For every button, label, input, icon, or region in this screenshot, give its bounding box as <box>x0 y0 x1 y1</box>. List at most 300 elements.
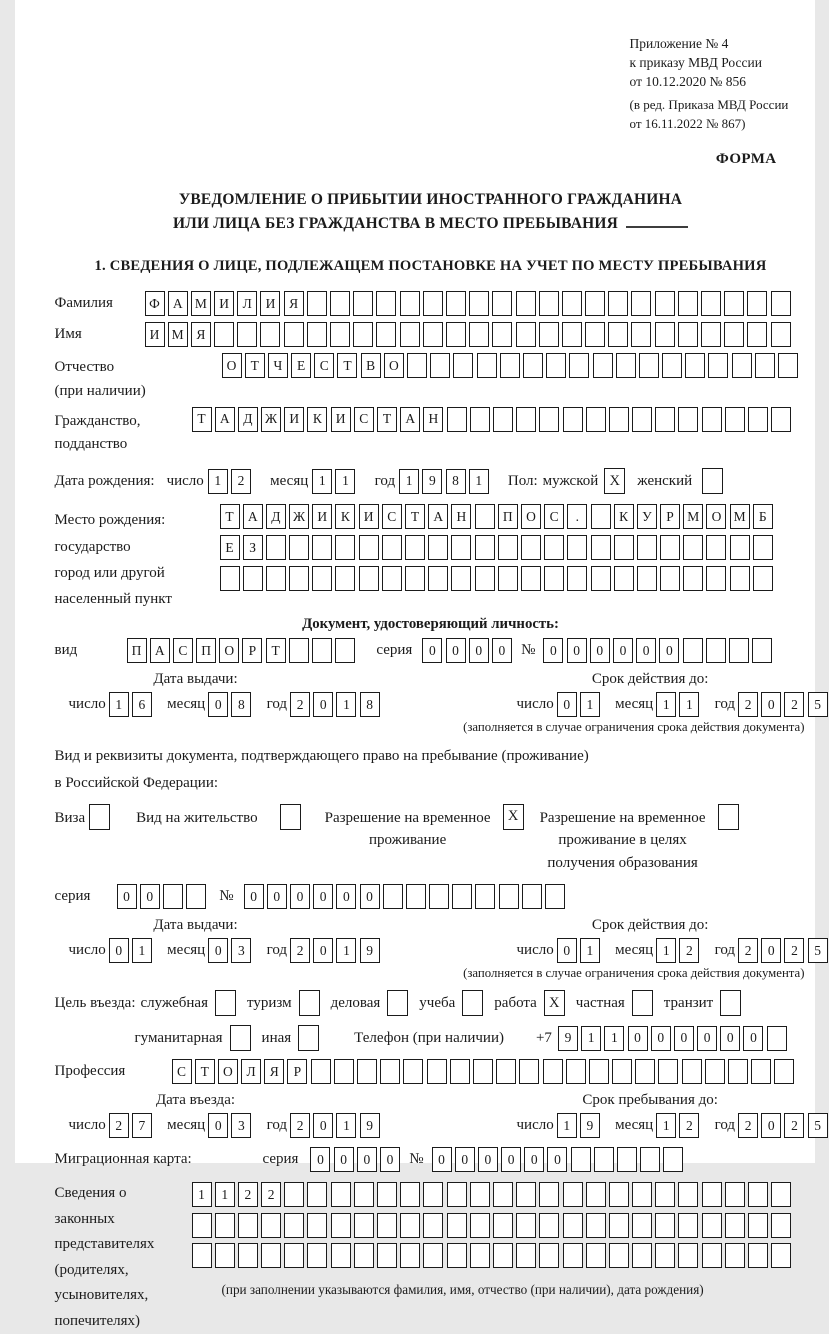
gender-male-checkbox[interactable]: X <box>604 468 625 494</box>
char-cell[interactable]: К <box>614 504 634 529</box>
char-cell[interactable] <box>637 566 657 591</box>
char-cell[interactable] <box>539 407 559 432</box>
char-cell[interactable] <box>729 638 749 663</box>
char-cell[interactable] <box>660 535 680 560</box>
char-cell[interactable] <box>539 1213 559 1238</box>
char-cell[interactable] <box>470 407 490 432</box>
char-cell[interactable] <box>261 1243 281 1268</box>
char-cell[interactable]: 2 <box>679 938 699 963</box>
char-cell[interactable] <box>516 407 536 432</box>
char-cell[interactable] <box>192 1243 212 1268</box>
char-cell[interactable] <box>771 291 791 316</box>
char-cell[interactable] <box>376 291 396 316</box>
char-cell[interactable]: Р <box>287 1059 307 1084</box>
char-cell[interactable] <box>380 1059 400 1084</box>
char-cell[interactable]: 1 <box>469 469 489 494</box>
char-cell[interactable]: С <box>314 353 334 378</box>
char-cell[interactable]: 3 <box>231 938 251 963</box>
char-cell[interactable]: 2 <box>784 938 804 963</box>
char-cell[interactable]: 2 <box>738 1113 758 1138</box>
char-cell[interactable] <box>594 1147 614 1172</box>
char-cell[interactable] <box>747 322 767 347</box>
char-cell[interactable] <box>609 407 629 432</box>
char-cell[interactable]: Е <box>220 535 240 560</box>
char-cell[interactable] <box>632 1213 652 1238</box>
char-cell[interactable]: 0 <box>636 638 656 663</box>
char-cell[interactable]: Ж <box>261 407 281 432</box>
char-cell[interactable]: 0 <box>422 638 442 663</box>
char-cell[interactable]: 0 <box>336 884 356 909</box>
char-cell[interactable] <box>706 638 726 663</box>
char-cell[interactable] <box>407 353 427 378</box>
char-cell[interactable]: 1 <box>336 1113 356 1138</box>
char-cell[interactable]: А <box>215 407 235 432</box>
char-cell[interactable] <box>473 1059 493 1084</box>
char-cell[interactable]: 2 <box>238 1182 258 1207</box>
char-cell[interactable] <box>631 291 651 316</box>
char-cell[interactable] <box>569 353 589 378</box>
char-cell[interactable] <box>289 566 309 591</box>
char-cell[interactable]: К <box>335 504 355 529</box>
char-cell[interactable]: Е <box>291 353 311 378</box>
char-cell[interactable] <box>446 291 466 316</box>
char-cell[interactable]: 0 <box>109 938 129 963</box>
char-cell[interactable]: 0 <box>557 692 577 717</box>
char-cell[interactable] <box>771 322 791 347</box>
purpose-business-checkbox[interactable] <box>387 990 408 1016</box>
char-cell[interactable] <box>307 1213 327 1238</box>
char-cell[interactable]: 1 <box>656 692 676 717</box>
char-cell[interactable] <box>728 1059 748 1084</box>
char-cell[interactable] <box>163 884 183 909</box>
char-cell[interactable]: У <box>637 504 657 529</box>
rvp-education-checkbox[interactable] <box>718 804 739 830</box>
char-cell[interactable] <box>289 535 309 560</box>
char-cell[interactable] <box>682 1059 702 1084</box>
char-cell[interactable]: 0 <box>547 1147 567 1172</box>
char-cell[interactable] <box>748 407 768 432</box>
char-cell[interactable] <box>771 1182 791 1207</box>
char-cell[interactable] <box>238 1243 258 1268</box>
char-cell[interactable]: М <box>730 504 750 529</box>
char-cell[interactable] <box>678 1182 698 1207</box>
char-cell[interactable] <box>382 535 402 560</box>
char-cell[interactable]: Ж <box>289 504 309 529</box>
char-cell[interactable]: 2 <box>784 1113 804 1138</box>
char-cell[interactable]: 0 <box>567 638 587 663</box>
char-cell[interactable] <box>475 535 495 560</box>
char-cell[interactable] <box>685 353 705 378</box>
char-cell[interactable] <box>614 535 634 560</box>
char-cell[interactable]: 9 <box>558 1026 578 1051</box>
char-cell[interactable] <box>446 322 466 347</box>
char-cell[interactable] <box>725 1182 745 1207</box>
char-cell[interactable]: И <box>359 504 379 529</box>
char-cell[interactable] <box>470 1213 490 1238</box>
char-cell[interactable] <box>523 353 543 378</box>
char-cell[interactable] <box>567 566 587 591</box>
char-cell[interactable]: С <box>172 1059 192 1084</box>
char-cell[interactable] <box>429 884 449 909</box>
char-cell[interactable] <box>354 1182 374 1207</box>
char-cell[interactable] <box>311 1059 331 1084</box>
char-cell[interactable]: О <box>384 353 404 378</box>
char-cell[interactable] <box>678 1243 698 1268</box>
char-cell[interactable] <box>475 504 495 529</box>
char-cell[interactable] <box>655 1182 675 1207</box>
char-cell[interactable]: 1 <box>656 1113 676 1138</box>
char-cell[interactable]: М <box>168 322 188 347</box>
char-cell[interactable] <box>586 1213 606 1238</box>
char-cell[interactable] <box>516 1182 536 1207</box>
purpose-other-checkbox[interactable] <box>298 1025 319 1051</box>
char-cell[interactable] <box>405 566 425 591</box>
char-cell[interactable] <box>751 1059 771 1084</box>
char-cell[interactable] <box>660 566 680 591</box>
char-cell[interactable] <box>614 566 634 591</box>
char-cell[interactable]: С <box>382 504 402 529</box>
char-cell[interactable] <box>725 407 745 432</box>
char-cell[interactable]: Ф <box>145 291 165 316</box>
char-cell[interactable] <box>428 566 448 591</box>
char-cell[interactable]: Р <box>242 638 262 663</box>
char-cell[interactable]: Ч <box>268 353 288 378</box>
char-cell[interactable]: 9 <box>360 1113 380 1138</box>
char-cell[interactable]: 2 <box>290 938 310 963</box>
char-cell[interactable]: 0 <box>432 1147 452 1172</box>
char-cell[interactable]: 1 <box>109 692 129 717</box>
char-cell[interactable]: 3 <box>231 1113 251 1138</box>
purpose-official-checkbox[interactable] <box>215 990 236 1016</box>
char-cell[interactable] <box>451 566 471 591</box>
char-cell[interactable]: Т <box>245 353 265 378</box>
char-cell[interactable]: С <box>173 638 193 663</box>
char-cell[interactable] <box>403 1059 423 1084</box>
char-cell[interactable]: 0 <box>313 1113 333 1138</box>
char-cell[interactable]: 1 <box>580 692 600 717</box>
char-cell[interactable]: Б <box>753 504 773 529</box>
char-cell[interactable] <box>608 322 628 347</box>
char-cell[interactable] <box>430 353 450 378</box>
char-cell[interactable] <box>609 1182 629 1207</box>
char-cell[interactable] <box>493 1213 513 1238</box>
char-cell[interactable] <box>539 322 559 347</box>
char-cell[interactable]: Д <box>238 407 258 432</box>
char-cell[interactable] <box>312 566 332 591</box>
char-cell[interactable]: Т <box>195 1059 215 1084</box>
char-cell[interactable]: 1 <box>192 1182 212 1207</box>
char-cell[interactable] <box>354 1243 374 1268</box>
char-cell[interactable]: 0 <box>761 1113 781 1138</box>
char-cell[interactable]: 0 <box>524 1147 544 1172</box>
char-cell[interactable]: Т <box>337 353 357 378</box>
char-cell[interactable] <box>516 1213 536 1238</box>
char-cell[interactable] <box>400 291 420 316</box>
char-cell[interactable] <box>748 1182 768 1207</box>
char-cell[interactable]: 0 <box>290 884 310 909</box>
char-cell[interactable] <box>353 291 373 316</box>
char-cell[interactable]: П <box>127 638 147 663</box>
char-cell[interactable] <box>662 353 682 378</box>
char-cell[interactable] <box>683 566 703 591</box>
char-cell[interactable] <box>706 566 726 591</box>
char-cell[interactable] <box>701 291 721 316</box>
char-cell[interactable] <box>331 1213 351 1238</box>
char-cell[interactable]: 1 <box>604 1026 624 1051</box>
char-cell[interactable]: О <box>222 353 242 378</box>
char-cell[interactable] <box>492 291 512 316</box>
char-cell[interactable]: . <box>567 504 587 529</box>
char-cell[interactable]: 8 <box>360 692 380 717</box>
char-cell[interactable] <box>753 535 773 560</box>
char-cell[interactable] <box>214 322 234 347</box>
char-cell[interactable]: А <box>243 504 263 529</box>
char-cell[interactable] <box>406 884 426 909</box>
char-cell[interactable] <box>609 1243 629 1268</box>
char-cell[interactable] <box>767 1026 787 1051</box>
char-cell[interactable] <box>400 1243 420 1268</box>
char-cell[interactable] <box>289 638 309 663</box>
char-cell[interactable]: 2 <box>261 1182 281 1207</box>
char-cell[interactable] <box>516 322 536 347</box>
char-cell[interactable] <box>405 535 425 560</box>
char-cell[interactable]: 0 <box>543 638 563 663</box>
char-cell[interactable] <box>748 1243 768 1268</box>
char-cell[interactable]: 0 <box>208 938 228 963</box>
char-cell[interactable]: Н <box>423 407 443 432</box>
char-cell[interactable] <box>586 1182 606 1207</box>
char-cell[interactable] <box>469 322 489 347</box>
char-cell[interactable] <box>493 1182 513 1207</box>
char-cell[interactable] <box>499 884 519 909</box>
char-cell[interactable]: 0 <box>267 884 287 909</box>
char-cell[interactable]: 2 <box>738 692 758 717</box>
char-cell[interactable] <box>702 407 722 432</box>
char-cell[interactable] <box>593 353 613 378</box>
char-cell[interactable] <box>307 1182 327 1207</box>
char-cell[interactable]: 2 <box>784 692 804 717</box>
char-cell[interactable] <box>451 535 471 560</box>
char-cell[interactable] <box>496 1059 516 1084</box>
char-cell[interactable] <box>586 1243 606 1268</box>
char-cell[interactable] <box>447 1182 467 1207</box>
char-cell[interactable]: 5 <box>808 692 828 717</box>
char-cell[interactable] <box>639 353 659 378</box>
char-cell[interactable]: 0 <box>469 638 489 663</box>
char-cell[interactable]: 0 <box>117 884 137 909</box>
char-cell[interactable] <box>516 291 536 316</box>
purpose-study-checkbox[interactable] <box>462 990 483 1016</box>
char-cell[interactable]: О <box>218 1059 238 1084</box>
char-cell[interactable] <box>563 1243 583 1268</box>
char-cell[interactable] <box>243 566 263 591</box>
char-cell[interactable] <box>215 1213 235 1238</box>
char-cell[interactable]: А <box>150 638 170 663</box>
char-cell[interactable] <box>475 566 495 591</box>
char-cell[interactable] <box>589 1059 609 1084</box>
char-cell[interactable]: 5 <box>808 938 828 963</box>
char-cell[interactable] <box>307 291 327 316</box>
char-cell[interactable]: Т <box>220 504 240 529</box>
char-cell[interactable]: Л <box>241 1059 261 1084</box>
char-cell[interactable]: 0 <box>761 692 781 717</box>
char-cell[interactable] <box>428 535 448 560</box>
char-cell[interactable] <box>492 322 512 347</box>
char-cell[interactable] <box>377 1213 397 1238</box>
char-cell[interactable] <box>330 291 350 316</box>
char-cell[interactable] <box>635 1059 655 1084</box>
char-cell[interactable] <box>678 291 698 316</box>
char-cell[interactable]: 0 <box>720 1026 740 1051</box>
char-cell[interactable] <box>376 322 396 347</box>
char-cell[interactable]: 9 <box>580 1113 600 1138</box>
char-cell[interactable]: 0 <box>360 884 380 909</box>
char-cell[interactable]: И <box>284 407 304 432</box>
char-cell[interactable] <box>755 353 775 378</box>
char-cell[interactable]: А <box>428 504 448 529</box>
char-cell[interactable] <box>522 884 542 909</box>
char-cell[interactable] <box>312 638 332 663</box>
char-cell[interactable]: 2 <box>231 469 251 494</box>
char-cell[interactable]: 0 <box>313 938 333 963</box>
char-cell[interactable] <box>591 504 611 529</box>
char-cell[interactable] <box>632 1182 652 1207</box>
char-cell[interactable]: 0 <box>761 938 781 963</box>
char-cell[interactable]: 0 <box>313 692 333 717</box>
char-cell[interactable]: Я <box>191 322 211 347</box>
char-cell[interactable]: В <box>361 353 381 378</box>
char-cell[interactable] <box>683 638 703 663</box>
char-cell[interactable] <box>609 1213 629 1238</box>
char-cell[interactable] <box>771 407 791 432</box>
char-cell[interactable]: А <box>168 291 188 316</box>
char-cell[interactable]: Т <box>377 407 397 432</box>
char-cell[interactable]: Н <box>451 504 471 529</box>
char-cell[interactable]: 1 <box>132 938 152 963</box>
char-cell[interactable]: 9 <box>422 469 442 494</box>
char-cell[interactable] <box>452 884 472 909</box>
char-cell[interactable] <box>678 407 698 432</box>
char-cell[interactable]: 0 <box>244 884 264 909</box>
char-cell[interactable] <box>331 1182 351 1207</box>
char-cell[interactable] <box>655 1213 675 1238</box>
char-cell[interactable] <box>335 535 355 560</box>
char-cell[interactable] <box>617 1147 637 1172</box>
char-cell[interactable] <box>702 1213 722 1238</box>
char-cell[interactable]: 0 <box>455 1147 475 1172</box>
char-cell[interactable] <box>377 1182 397 1207</box>
char-cell[interactable]: 1 <box>335 469 355 494</box>
char-cell[interactable] <box>544 535 564 560</box>
char-cell[interactable]: 8 <box>231 692 251 717</box>
char-cell[interactable] <box>752 638 772 663</box>
char-cell[interactable]: О <box>219 638 239 663</box>
char-cell[interactable]: 2 <box>290 1113 310 1138</box>
char-cell[interactable]: 0 <box>501 1147 521 1172</box>
char-cell[interactable]: 0 <box>357 1147 377 1172</box>
char-cell[interactable] <box>423 1182 443 1207</box>
char-cell[interactable] <box>616 353 636 378</box>
char-cell[interactable]: 0 <box>674 1026 694 1051</box>
char-cell[interactable]: 0 <box>743 1026 763 1051</box>
char-cell[interactable]: З <box>243 535 263 560</box>
char-cell[interactable]: 2 <box>290 692 310 717</box>
char-cell[interactable]: С <box>544 504 564 529</box>
char-cell[interactable] <box>702 1182 722 1207</box>
char-cell[interactable] <box>774 1059 794 1084</box>
char-cell[interactable] <box>284 1213 304 1238</box>
char-cell[interactable] <box>498 566 518 591</box>
char-cell[interactable] <box>771 1243 791 1268</box>
char-cell[interactable]: Т <box>405 504 425 529</box>
char-cell[interactable] <box>585 291 605 316</box>
char-cell[interactable] <box>591 566 611 591</box>
char-cell[interactable] <box>608 291 628 316</box>
rvp-checkbox[interactable]: X <box>503 804 524 830</box>
char-cell[interactable]: 1 <box>679 692 699 717</box>
char-cell[interactable]: 0 <box>659 638 679 663</box>
char-cell[interactable] <box>631 322 651 347</box>
char-cell[interactable]: 0 <box>613 638 633 663</box>
char-cell[interactable]: 0 <box>651 1026 671 1051</box>
char-cell[interactable] <box>748 1213 768 1238</box>
char-cell[interactable] <box>521 535 541 560</box>
char-cell[interactable]: Т <box>266 638 286 663</box>
char-cell[interactable] <box>493 407 513 432</box>
char-cell[interactable] <box>571 1147 591 1172</box>
char-cell[interactable] <box>477 353 497 378</box>
char-cell[interactable]: 1 <box>312 469 332 494</box>
char-cell[interactable] <box>312 535 332 560</box>
char-cell[interactable] <box>359 535 379 560</box>
char-cell[interactable] <box>658 1059 678 1084</box>
char-cell[interactable] <box>307 322 327 347</box>
char-cell[interactable] <box>400 1182 420 1207</box>
char-cell[interactable] <box>469 291 489 316</box>
char-cell[interactable] <box>545 884 565 909</box>
char-cell[interactable]: О <box>706 504 726 529</box>
char-cell[interactable]: 0 <box>557 938 577 963</box>
char-cell[interactable] <box>544 566 564 591</box>
char-cell[interactable] <box>539 1182 559 1207</box>
char-cell[interactable] <box>753 566 773 591</box>
char-cell[interactable]: 1 <box>580 938 600 963</box>
char-cell[interactable]: 0 <box>478 1147 498 1172</box>
char-cell[interactable]: 6 <box>132 692 152 717</box>
char-cell[interactable] <box>655 322 675 347</box>
char-cell[interactable] <box>683 535 703 560</box>
char-cell[interactable]: 0 <box>590 638 610 663</box>
char-cell[interactable] <box>383 884 403 909</box>
char-cell[interactable] <box>377 1243 397 1268</box>
char-cell[interactable] <box>261 1213 281 1238</box>
char-cell[interactable] <box>400 322 420 347</box>
char-cell[interactable] <box>423 291 443 316</box>
char-cell[interactable] <box>519 1059 539 1084</box>
char-cell[interactable]: 1 <box>399 469 419 494</box>
char-cell[interactable] <box>724 291 744 316</box>
purpose-private-checkbox[interactable] <box>632 990 653 1016</box>
char-cell[interactable] <box>732 353 752 378</box>
char-cell[interactable]: 9 <box>360 938 380 963</box>
char-cell[interactable] <box>359 566 379 591</box>
char-cell[interactable] <box>563 1182 583 1207</box>
char-cell[interactable] <box>335 566 355 591</box>
char-cell[interactable] <box>585 322 605 347</box>
char-cell[interactable]: 0 <box>380 1147 400 1172</box>
char-cell[interactable] <box>400 1213 420 1238</box>
char-cell[interactable]: Д <box>266 504 286 529</box>
